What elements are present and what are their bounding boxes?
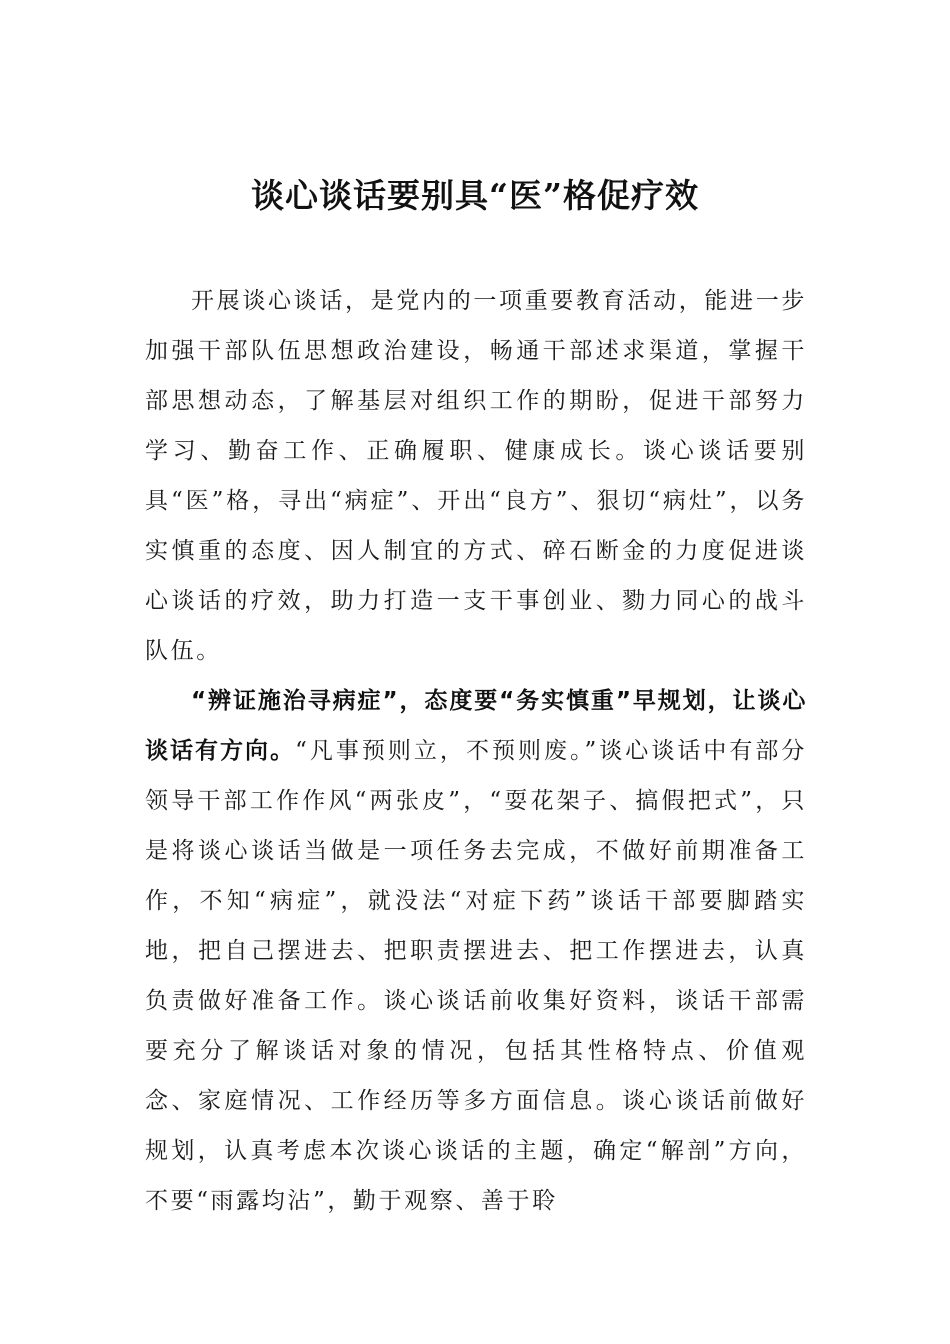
paragraph-intro xyxy=(145,276,807,676)
paragraph-intro-text: 开展谈心谈话，是党内的一项重要教育活动，能进一步加强干部队伍思想政治建设，畅通干部述求渠道，掌握干部思想动态，了解基层对组织工作的期盼，促进干部努力学习、勤奋工作、正确履职、健康成长。谈心谈话要别具“医”格，寻出“病症”、开出“良方”、狠切“病灶”，以务实慎重的态度、因人制宜的方式、碎石断金的力度促进谈心谈话的疗效，助力打造一支干事创业、勠力同心的战斗队伍。 xyxy=(145,288,807,664)
section-1-text: “凡事预则立，不预则废。”谈心谈话中有部分领导干部工作作风“两张皮”，“耍花架子、搞假把式”，只是将谈心谈话当做是一项任务去完成，不做好前期准备工作，不知“病症”，就没法“对症下药”谈话干部要脚踏实地，把自己摆进去、把职责摆进去、把工作摆进去，认真负责做好准备工作。谈心谈话前收集好资料，谈话干部需要充分了解谈话对象的情况，包括其性格特点、价值观念、家庭情况、工作经历等多方面信息。谈心谈话前做好规划，认真考虑本次谈心谈话的主题，确定“解剖”方向，不要“雨露均沾”，勤于观察、善于聆 xyxy=(145,738,807,1214)
document-title: 谈心谈话要别具“医”格促疗效 xyxy=(251,176,699,215)
document-body xyxy=(145,276,807,1226)
section-1-heading: “辨证施治寻病症”，态度要“务实慎重”早规划，让谈心谈话有方向。 xyxy=(145,688,807,764)
paragraph-section-1 xyxy=(145,676,807,1226)
